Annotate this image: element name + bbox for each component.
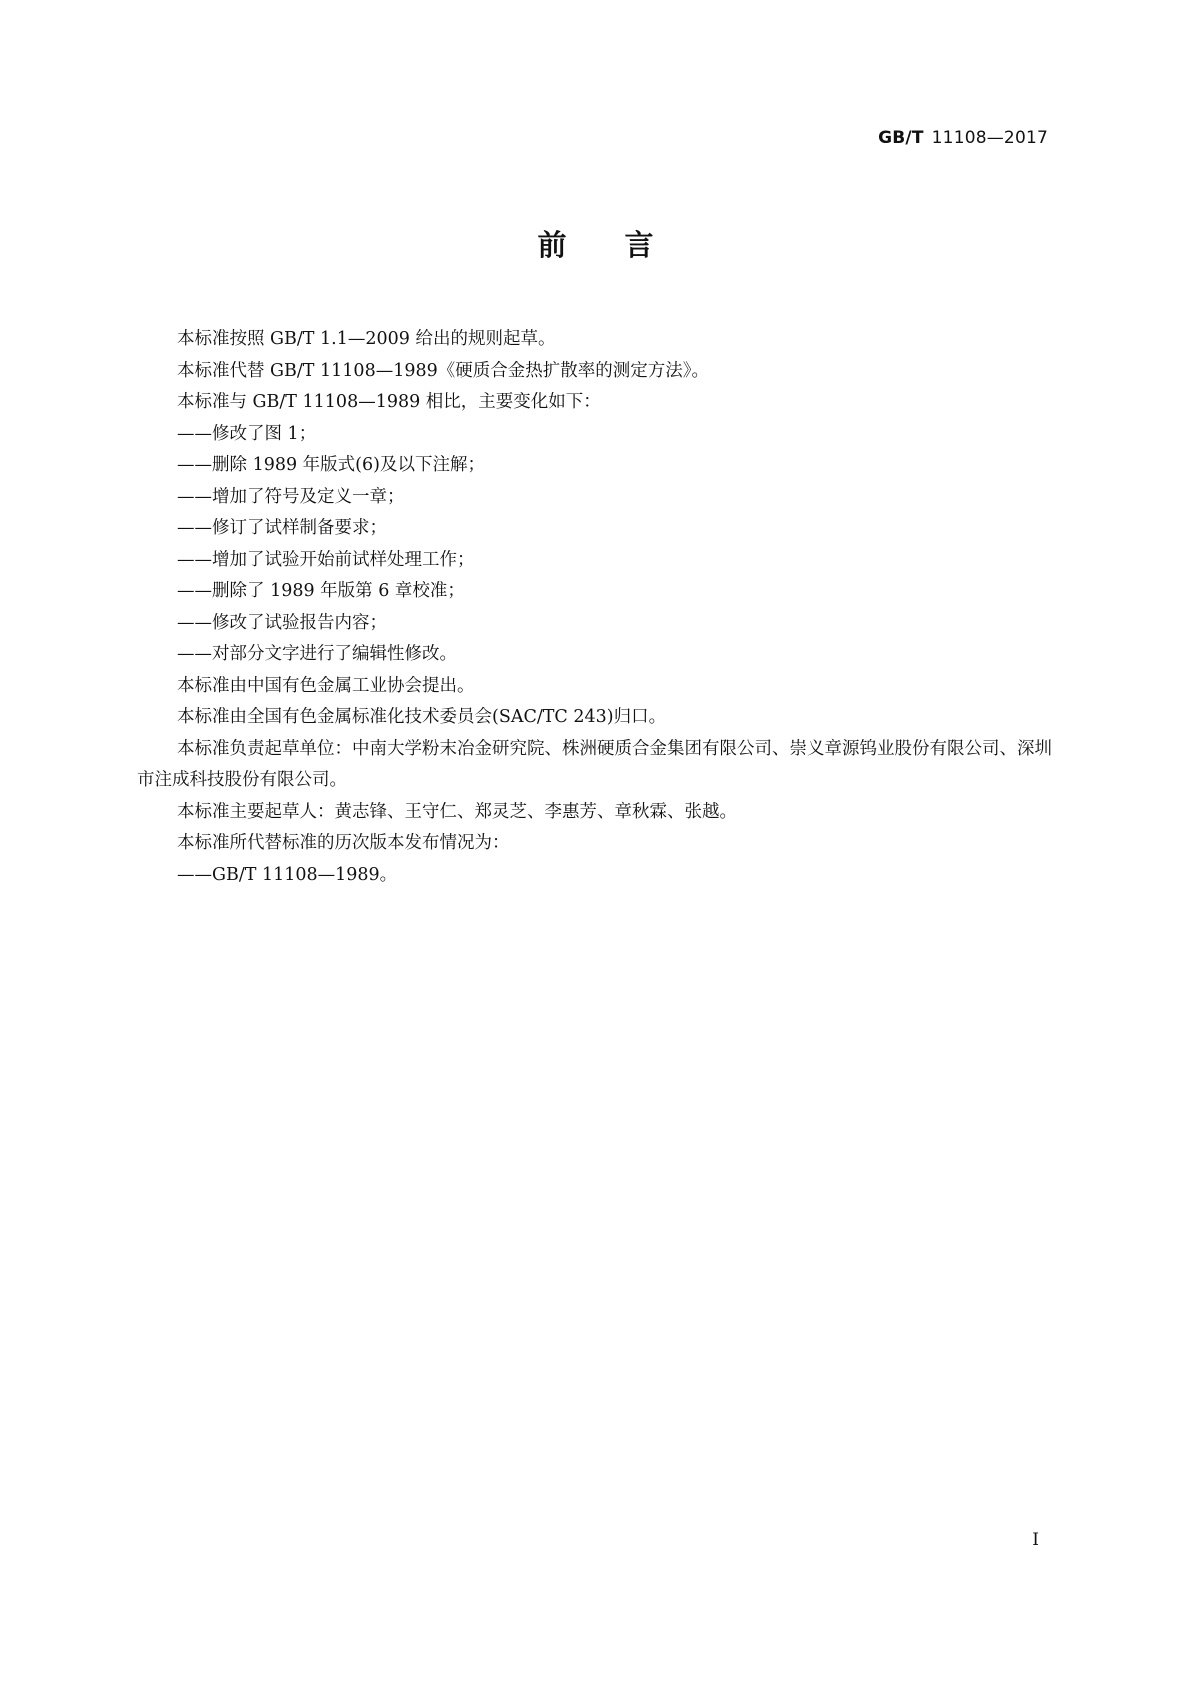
paragraph: 本标准负责起草单位：中南大学粉末冶金研究院、株洲硬质合金集团有限公司、崇义章源钨业股份有限公司、深圳市注成科技股份有限公司。 <box>137 738 1052 790</box>
page-number: I <box>1032 1530 1039 1550</box>
paragraph: 本标准主要起草人：黄志锋、王守仁、郑灵芝、李惠芳、章秋霖、张越。 <box>177 801 737 822</box>
change-list-item: ——删除了 1989 年版第 6 章校准； <box>177 581 465 601</box>
change-list-item: ——增加了试验开始前试样处理工作； <box>177 549 475 570</box>
foreword-body <box>137 324 1065 891</box>
paragraph: 本标准与 GB/T 11108—1989 相比，主要变化如下： <box>177 392 601 412</box>
change-list-item: ——删除 1989 年版式(6)及以下注解； <box>177 455 485 475</box>
standard-code-number: 11108—2017 <box>931 128 1048 148</box>
paragraph: 本标准按照 GB/T 1.1—2009 给出的规则起草。 <box>177 329 556 349</box>
change-list-item: ——修改了图 1； <box>177 423 317 444</box>
standard-code-header <box>878 127 1048 149</box>
paragraph: 本标准由中国有色金属工业协会提出。 <box>177 675 475 696</box>
change-list-item: ——增加了符号及定义一章； <box>177 486 405 507</box>
standard-code-prefix: GB/T <box>878 128 924 148</box>
history-list-item: ——GB/T 11108—1989。 <box>177 864 398 885</box>
section-title: 前言 <box>537 228 712 262</box>
change-list-item: ——对部分文字进行了编辑性修改。 <box>177 644 457 664</box>
change-list-item: ——修改了试验报告内容； <box>177 612 387 633</box>
paragraph: 本标准所代替标准的历次版本发布情况为： <box>177 833 510 853</box>
change-list-item: ——修订了试样制备要求； <box>177 518 387 538</box>
paragraph: 本标准由全国有色金属标准化技术委员会(SAC/TC 243)归口。 <box>177 707 667 727</box>
paragraph: 本标准代替 GB/T 11108—1989《硬质合金热扩散率的测定方法》。 <box>177 360 709 381</box>
